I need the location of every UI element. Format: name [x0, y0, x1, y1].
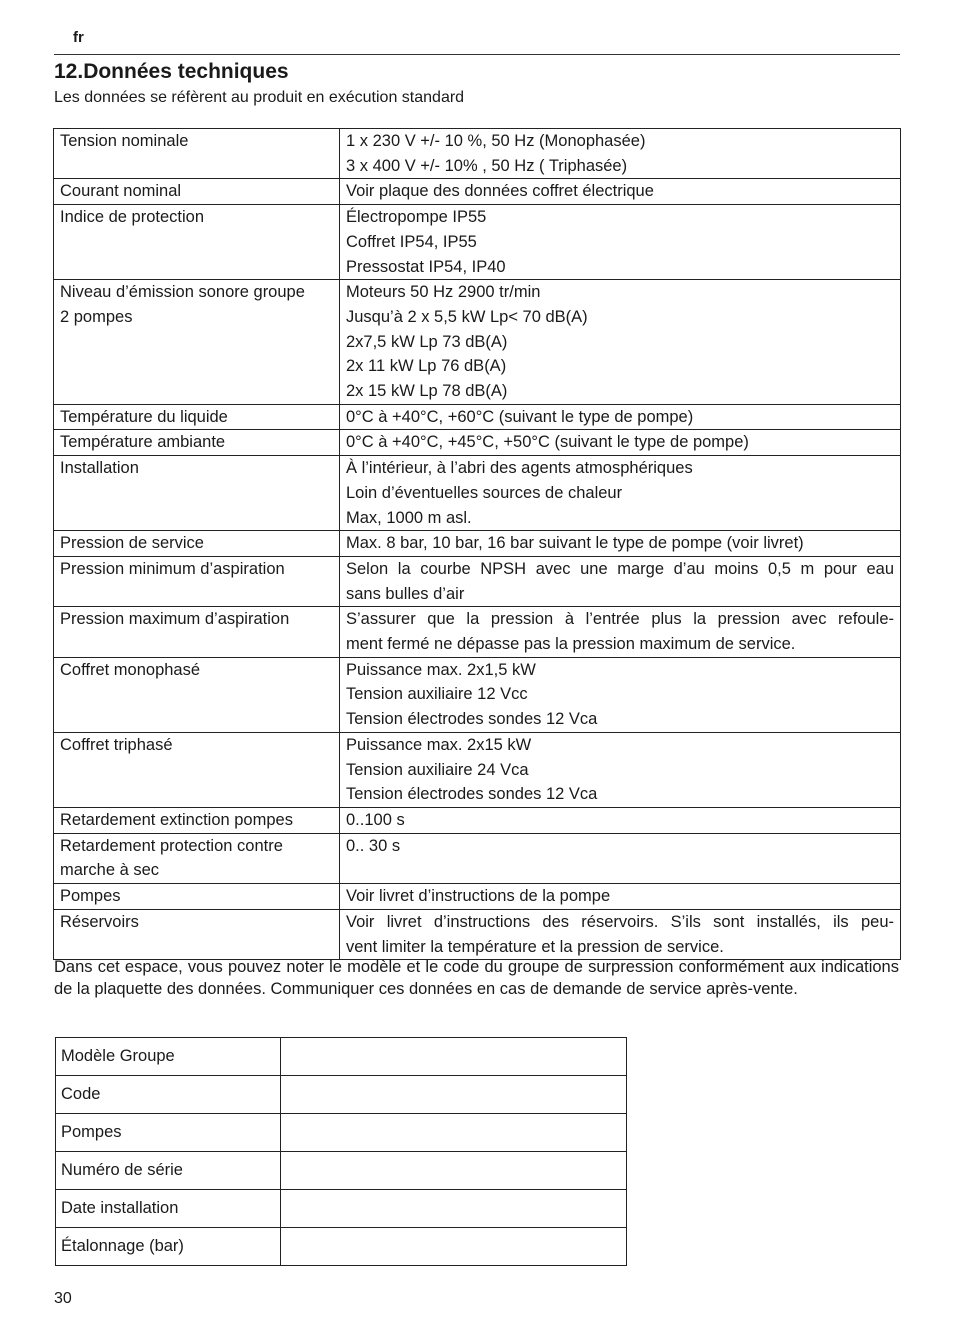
spec-label-line: Indice de protection: [60, 208, 205, 227]
record-row: [56, 1228, 627, 1266]
spec-label: [54, 280, 340, 405]
spec-value: [340, 205, 901, 280]
spec-value-line: Puissance max. 2x15 kW: [346, 735, 532, 754]
spec-value-line: 2x7,5 kW Lp 73 dB(A): [346, 332, 508, 351]
spec-value: [340, 833, 901, 883]
spec-value-line: À l’intérieur, à l’abri des agents atmosphériques: [346, 459, 693, 478]
spec-label: [54, 456, 340, 531]
record-row: [56, 1190, 627, 1228]
spec-label: [54, 531, 340, 557]
spec-label-line: Température du liquide: [60, 407, 228, 426]
spec-label-line: Pompes: [60, 887, 121, 906]
spec-row: [54, 280, 901, 405]
record-label: Code: [56, 1076, 281, 1114]
spec-label-line: Pression minimum d’aspiration: [60, 559, 285, 578]
spec-row: [54, 833, 901, 883]
spec-value: [340, 909, 901, 959]
spec-value-line: Tension électrodes sondes 12 Vca: [346, 785, 598, 804]
spec-label-line: Coffret triphasé: [60, 735, 173, 754]
spec-label-line: Pression de service: [60, 534, 204, 553]
spec-label: [54, 556, 340, 606]
spec-label-line: Installation: [60, 459, 139, 478]
spec-label: [54, 129, 340, 179]
record-row: [56, 1152, 627, 1190]
spec-row: [54, 430, 901, 456]
spec-value-line: 1 x 230 V +/- 10 %, 50 Hz (Monophasée): [346, 132, 646, 150]
spec-label: [54, 909, 340, 959]
technical-data-body: [54, 129, 901, 960]
record-label: Modèle Groupe: [56, 1038, 281, 1076]
record-label: Pompes: [56, 1114, 281, 1152]
record-entry-field[interactable]: [281, 1038, 627, 1076]
language-code: fr: [73, 29, 84, 46]
spec-value: [340, 807, 901, 833]
spec-value: [340, 430, 901, 456]
spec-row: [54, 404, 901, 430]
spec-value-line: Jusqu’à 2 x 5,5 kW Lp< 70 dB(A): [346, 307, 588, 326]
spec-value: [340, 280, 901, 405]
record-label: Date installation: [56, 1190, 281, 1228]
spec-row: [54, 456, 901, 531]
spec-value: [340, 531, 901, 557]
spec-label-line: Tension nominale: [60, 132, 189, 150]
spec-value-line: Coffret IP54, IP55: [346, 232, 477, 251]
spec-value: [340, 129, 901, 179]
spec-label: [54, 607, 340, 657]
spec-value-line: 2x 15 kW Lp 78 dB(A): [346, 382, 508, 401]
spec-value-line: Moteurs 50 Hz 2900 tr/min: [346, 283, 541, 302]
spec-value-line: Voir plaque des données coffret électrique: [346, 182, 654, 201]
spec-label-line: Courant nominal: [60, 182, 182, 201]
spec-value-line: 0..100 s: [346, 810, 405, 829]
record-entry-field[interactable]: [281, 1228, 627, 1266]
technical-data-table: [53, 128, 901, 960]
spec-value-line: Selon la courbe NPSH avec une marge d’au moins 0,5 m pour eau: [346, 559, 894, 578]
page-number: 30: [54, 1290, 72, 1307]
spec-label: [54, 833, 340, 883]
spec-label: [54, 884, 340, 910]
spec-row: [54, 657, 901, 732]
spec-row: [54, 205, 901, 280]
spec-row: [54, 607, 901, 657]
record-instructions: Dans cet espace, vous pouvez noter le modèle et le code du groupe de surpression conformément aux indications de la plaquette des données. Communiquer ces données en cas de demande de service après-vente.: [54, 958, 899, 998]
spec-row: [54, 732, 901, 807]
spec-value-line: Voir livret d’instructions des réservoirs. S’ils sont installés, ils peu-: [346, 912, 894, 931]
spec-label: [54, 404, 340, 430]
installation-record-body: [56, 1038, 627, 1266]
spec-label: [54, 430, 340, 456]
spec-value-line: Max. 8 bar, 10 bar, 16 bar suivant le type de pompe (voir livret): [346, 534, 804, 553]
record-row: [56, 1114, 627, 1152]
spec-value-line: 0°C à +40°C, +60°C (suivant le type de pompe): [346, 407, 694, 426]
record-entry-field[interactable]: [281, 1114, 627, 1152]
spec-value-line: S’assurer que la pression à l’entrée plus la pression avec refoule-: [346, 610, 894, 629]
record-label: Étalonnage (bar): [56, 1228, 281, 1266]
spec-row: [54, 556, 901, 606]
spec-row: [54, 531, 901, 557]
spec-value-line: Tension auxiliaire 12 Vcc: [346, 685, 528, 704]
spec-label-line: Retardement protection contre: [60, 836, 283, 855]
spec-label: [54, 732, 340, 807]
spec-value-line: ment fermé ne dépasse pas la pression maximum de service.: [346, 635, 796, 654]
spec-value-line: Loin d’éventuelles sources de chaleur: [346, 483, 623, 502]
spec-value: [340, 732, 901, 807]
spec-value-line: Électropompe IP55: [346, 208, 487, 227]
spec-label: [54, 179, 340, 205]
spec-value: [340, 456, 901, 531]
record-row: [56, 1038, 627, 1076]
spec-value: [340, 657, 901, 732]
spec-label-line: Niveau d’émission sonore groupe: [60, 283, 305, 302]
spec-value-line: vent limiter la température et la pression de service.: [346, 937, 724, 956]
header-divider: [54, 54, 900, 55]
spec-label-line: marche à sec: [60, 861, 160, 880]
spec-value-line: sans bulles d’air: [346, 584, 465, 603]
spec-value-line: Voir livret d’instructions de la pompe: [346, 887, 611, 906]
spec-value-line: Puissance max. 2x1,5 kW: [346, 660, 536, 679]
spec-row: [54, 807, 901, 833]
record-label: Numéro de série: [56, 1152, 281, 1190]
spec-value-line: Pressostat IP54, IP40: [346, 257, 506, 276]
spec-value: [340, 179, 901, 205]
installation-record-table: [55, 1037, 627, 1266]
spec-label-line: Température ambiante: [60, 433, 226, 452]
spec-label-line: Réservoirs: [60, 912, 139, 931]
spec-row: [54, 909, 901, 959]
spec-value-line: 3 x 400 V +/- 10% , 50 Hz ( Triphasée): [346, 156, 628, 175]
spec-value: [340, 556, 901, 606]
spec-label-line: Coffret monophasé: [60, 660, 201, 679]
spec-label-line: 2 pompes: [60, 307, 133, 326]
record-entry-field[interactable]: [281, 1152, 627, 1190]
record-entry-field[interactable]: [281, 1190, 627, 1228]
spec-label: [54, 657, 340, 732]
record-row: [56, 1076, 627, 1114]
spec-row: [54, 129, 901, 179]
spec-value-line: 2x 11 kW Lp 76 dB(A): [346, 357, 507, 376]
spec-label-line: Pression maximum d’aspiration: [60, 610, 290, 629]
spec-value-line: Tension électrodes sondes 12 Vca: [346, 710, 598, 729]
section-subtitle: Les données se réfèrent au produit en exécution standard: [54, 89, 465, 106]
spec-label-line: Retardement extinction pompes: [60, 810, 293, 829]
spec-value-line: Max, 1000 m asl.: [346, 508, 472, 527]
spec-value-line: 0°C à +40°C, +45°C, +50°C (suivant le type de pompe): [346, 433, 749, 452]
spec-value-line: 0.. 30 s: [346, 836, 401, 855]
spec-row: [54, 179, 901, 205]
spec-value: [340, 404, 901, 430]
spec-row: [54, 884, 901, 910]
spec-label: [54, 205, 340, 280]
section-title: 12.Données techniques: [54, 60, 289, 83]
spec-label: [54, 807, 340, 833]
spec-value-line: Tension auxiliaire 24 Vca: [346, 760, 529, 779]
record-entry-field[interactable]: [281, 1076, 627, 1114]
spec-value: [340, 884, 901, 910]
spec-value: [340, 607, 901, 657]
